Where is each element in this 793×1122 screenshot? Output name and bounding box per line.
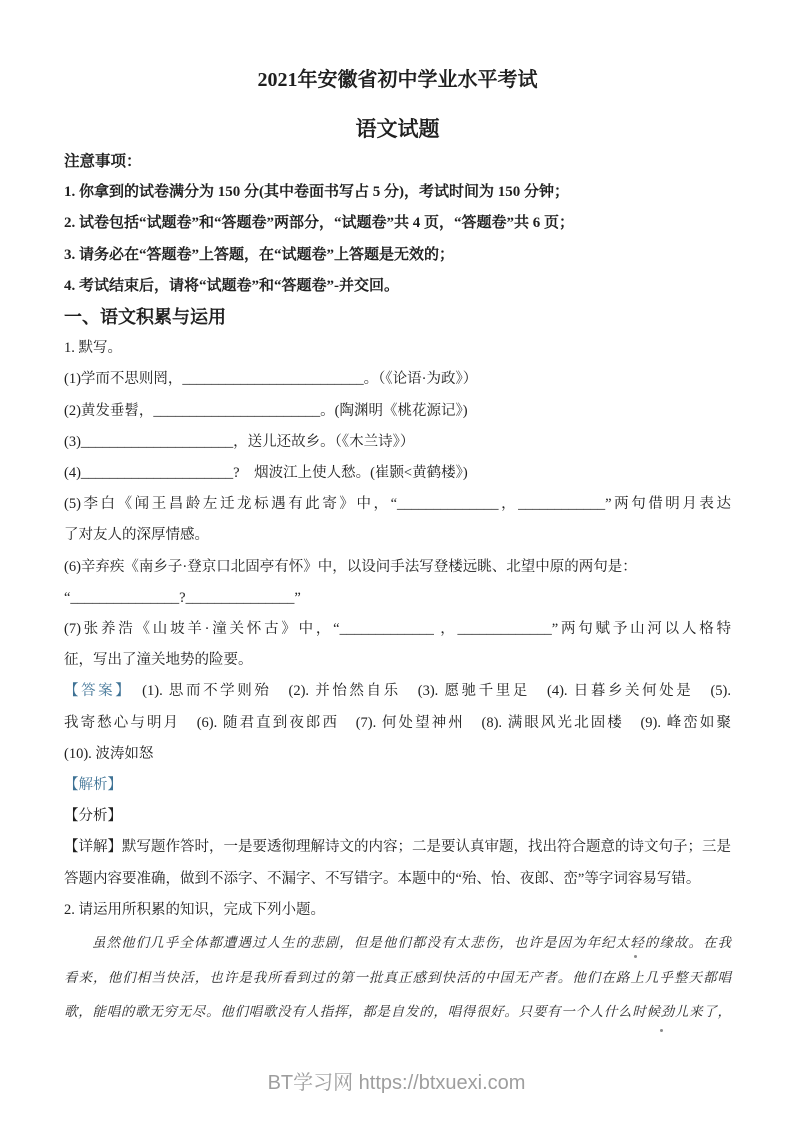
dictation-line-7-cont: 征，写出了潼关地势的险要。	[64, 652, 253, 669]
answer-line-2: 我寄愁心与明月 (6). 随君直到夜郎西 (7). 何处望神州 (8). 满眼风光北固楼 (9). 峰峦如聚	[64, 714, 731, 731]
notice-item-4: 4. 考试结束后，请将“试题卷”和“答题卷”-并交回。	[64, 277, 399, 294]
question2-stem: 2. 请运用所积累的知识，完成下列小题。	[64, 901, 325, 918]
answer-line-1	[64, 676, 731, 707]
detail-row-2: 答题内容要准确，做到不添字、不漏字、不写错字。本题中的“殆、怡、夜郎、峦”等字词容易写错。	[64, 870, 701, 887]
exam-content	[64, 0, 731, 1030]
answer-items-part1: (1). 思而不学则殆 (2). 并怡然自乐 (3). 愿驰千里足 (4). 日暮乡关何处是 (5).	[125, 683, 731, 700]
notice-item-1: 1. 你拿到的试卷满分为 150 分(其中卷面书写占 5 分)，考试时间为 150 分钟；	[64, 184, 569, 201]
dictation-line-2: (2)黄发垂髫，_______________________。(陶渊明《桃花源记》)	[64, 402, 468, 419]
fenxi-row	[64, 801, 731, 832]
dictation-line-5: (5)李白《闻王昌龄左迁龙标遇有此寄》中，“______________，____________”两句借明月表达	[64, 496, 731, 513]
dictation-line-5-cont: 了对友人的深厚情感。	[64, 527, 209, 544]
answer-label: 【答案】	[64, 683, 126, 700]
passage-line-3: 歌，能唱的歌无穷无尽。他们唱歌没有人指挥，都是自发的，唱得很好。只要有一个人什么时候劲儿来了，	[64, 1004, 731, 1020]
question1-stem: 1. 默写。	[64, 340, 122, 357]
detail-row-1	[64, 832, 731, 863]
watermark-footer: BT学习网 https://btxuexi.com	[267, 1072, 526, 1094]
notice-heading: 注意事项：	[64, 153, 142, 170]
passage-line-2: 看来，他们相当快活，也许是我所看到过的第一批真正感到快活的中国无产者。他们在路上几乎整天都唱	[64, 969, 731, 985]
dictation-line-3: (3)_____________________，送儿还故乡。（《木兰诗》）	[64, 433, 415, 450]
detail-label: 【详解】	[64, 839, 122, 856]
detail-text-1: 默写题作答时，一是要透彻理解诗文的内容；二是要认真审题，找出符合题意的诗文句子；三是	[122, 839, 731, 856]
exam-title: 2021年安徽省初中学业水平考试	[257, 69, 538, 91]
dictation-line-6-blanks: “_______________?_______________”	[64, 589, 301, 606]
notice-item-3: 3. 请务必在“答题卷”上答题，在“试题卷”上答题是无效的；	[64, 246, 455, 263]
dictation-line-4: (4)_____________________? 烟波江上使人愁。(崔颢<黄鹤楼》)	[64, 465, 468, 482]
dictation-line-1: (1)学而不思则罔，_________________________。（《论语·为政》）	[64, 371, 478, 388]
exam-subtitle: 语文试题	[355, 117, 440, 141]
dictation-line-7: (7)张养浩《山坡羊·潼关怀古》中，“_____________ ，_____________”两句赋予山河以人格特	[64, 621, 731, 638]
answer-line-3: (10). 波涛如怒	[64, 745, 154, 762]
passage-line-1: 虽然他们几乎全体都遭遇过人生的悲剧，但是他们都没有太悲伤，也许是因为年纪太轻的缘故。在我	[92, 935, 731, 951]
section-heading: 一、语文积累与运用	[64, 307, 226, 328]
scan-noise-dot	[634, 955, 637, 958]
scan-noise-dot	[660, 1029, 663, 1032]
jiexi-row	[64, 770, 731, 801]
dictation-line-6: (6)辛弃疾《南乡子·登京口北固亭有怀》中，以设问手法写登楼远眺、北望中原的两句是：	[64, 558, 637, 575]
notice-item-2: 2. 试卷包括“试题卷”和“答题卷”两部分，“试题卷”共 4 页，“答题卷”共 6 页；	[64, 215, 575, 232]
jiexi-label: 【解析】	[64, 777, 122, 794]
fenxi-label: 【分析】	[64, 808, 122, 825]
